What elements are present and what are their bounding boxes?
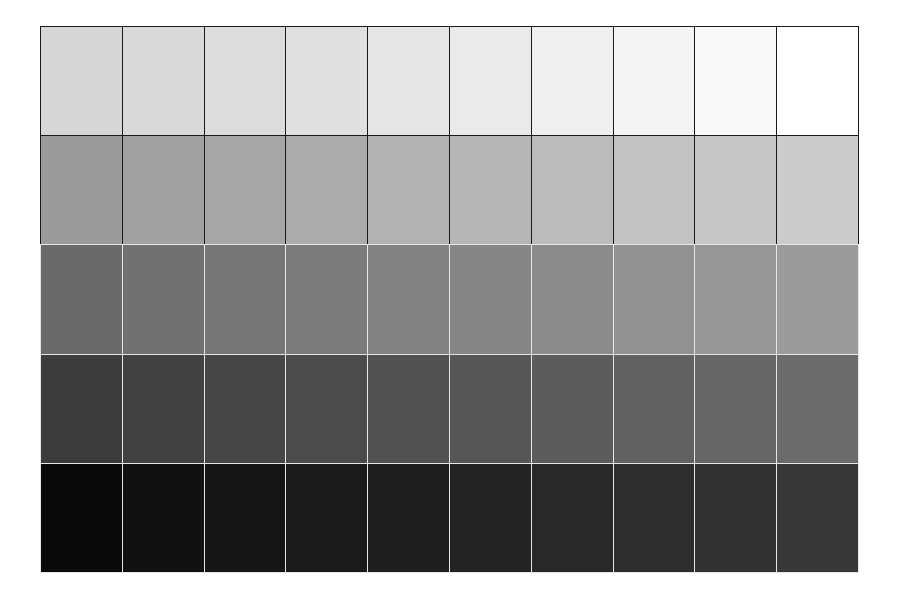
row-light-swatch-7 [531,135,614,245]
row-dark-swatch-6 [449,354,532,464]
row-dark-swatch-9 [694,354,777,464]
row-lightest-swatch-2 [122,26,205,136]
row-lightest-swatch-1 [40,26,123,136]
row-lightest-swatch-4 [285,26,368,136]
row-mid-swatch-4 [285,244,368,354]
row-lightest-swatch-7 [531,26,614,136]
row-dark-swatch-3 [204,354,287,464]
row-darkest-swatch-5 [367,463,450,573]
row-dark-swatch-1 [40,354,123,464]
row-dark-swatch-10 [776,354,859,464]
row-lightest-swatch-9 [694,26,777,136]
row-mid-swatch-5 [367,244,450,354]
row-light-swatch-2 [122,135,205,245]
row-dark-swatch-4 [285,354,368,464]
row-dark-swatch-2 [122,354,205,464]
row-lightest-swatch-5 [367,26,450,136]
row-light-swatch-5 [367,135,450,245]
row-mid-swatch-3 [204,244,287,354]
row-darkest-swatch-9 [694,463,777,573]
row-dark-swatch-5 [367,354,450,464]
row-light-swatch-3 [204,135,287,245]
row-light-swatch-9 [694,135,777,245]
row-light-swatch-8 [613,135,696,245]
row-darkest-swatch-7 [531,463,614,573]
row-mid-swatch-2 [122,244,205,354]
row-mid-swatch-9 [694,244,777,354]
row-darkest-swatch-10 [776,463,859,573]
grayscale-swatch-grid [40,26,858,572]
row-mid-swatch-7 [531,244,614,354]
row-mid-swatch-6 [449,244,532,354]
row-lightest-swatch-6 [449,26,532,136]
row-dark-swatch-8 [613,354,696,464]
row-darkest-swatch-2 [122,463,205,573]
row-mid-swatch-10 [776,244,859,354]
row-dark-swatch-7 [531,354,614,464]
row-mid-swatch-1 [40,244,123,354]
row-darkest-swatch-8 [613,463,696,573]
row-lightest-swatch-3 [204,26,287,136]
row-lightest-swatch-8 [613,26,696,136]
row-darkest-swatch-6 [449,463,532,573]
row-light-swatch-10 [776,135,859,245]
row-darkest-swatch-4 [285,463,368,573]
row-mid-swatch-8 [613,244,696,354]
row-darkest-swatch-1 [40,463,123,573]
row-darkest-swatch-3 [204,463,287,573]
row-light-swatch-6 [449,135,532,245]
row-light-swatch-4 [285,135,368,245]
row-lightest-swatch-10 [776,26,859,136]
row-light-swatch-1 [40,135,123,245]
